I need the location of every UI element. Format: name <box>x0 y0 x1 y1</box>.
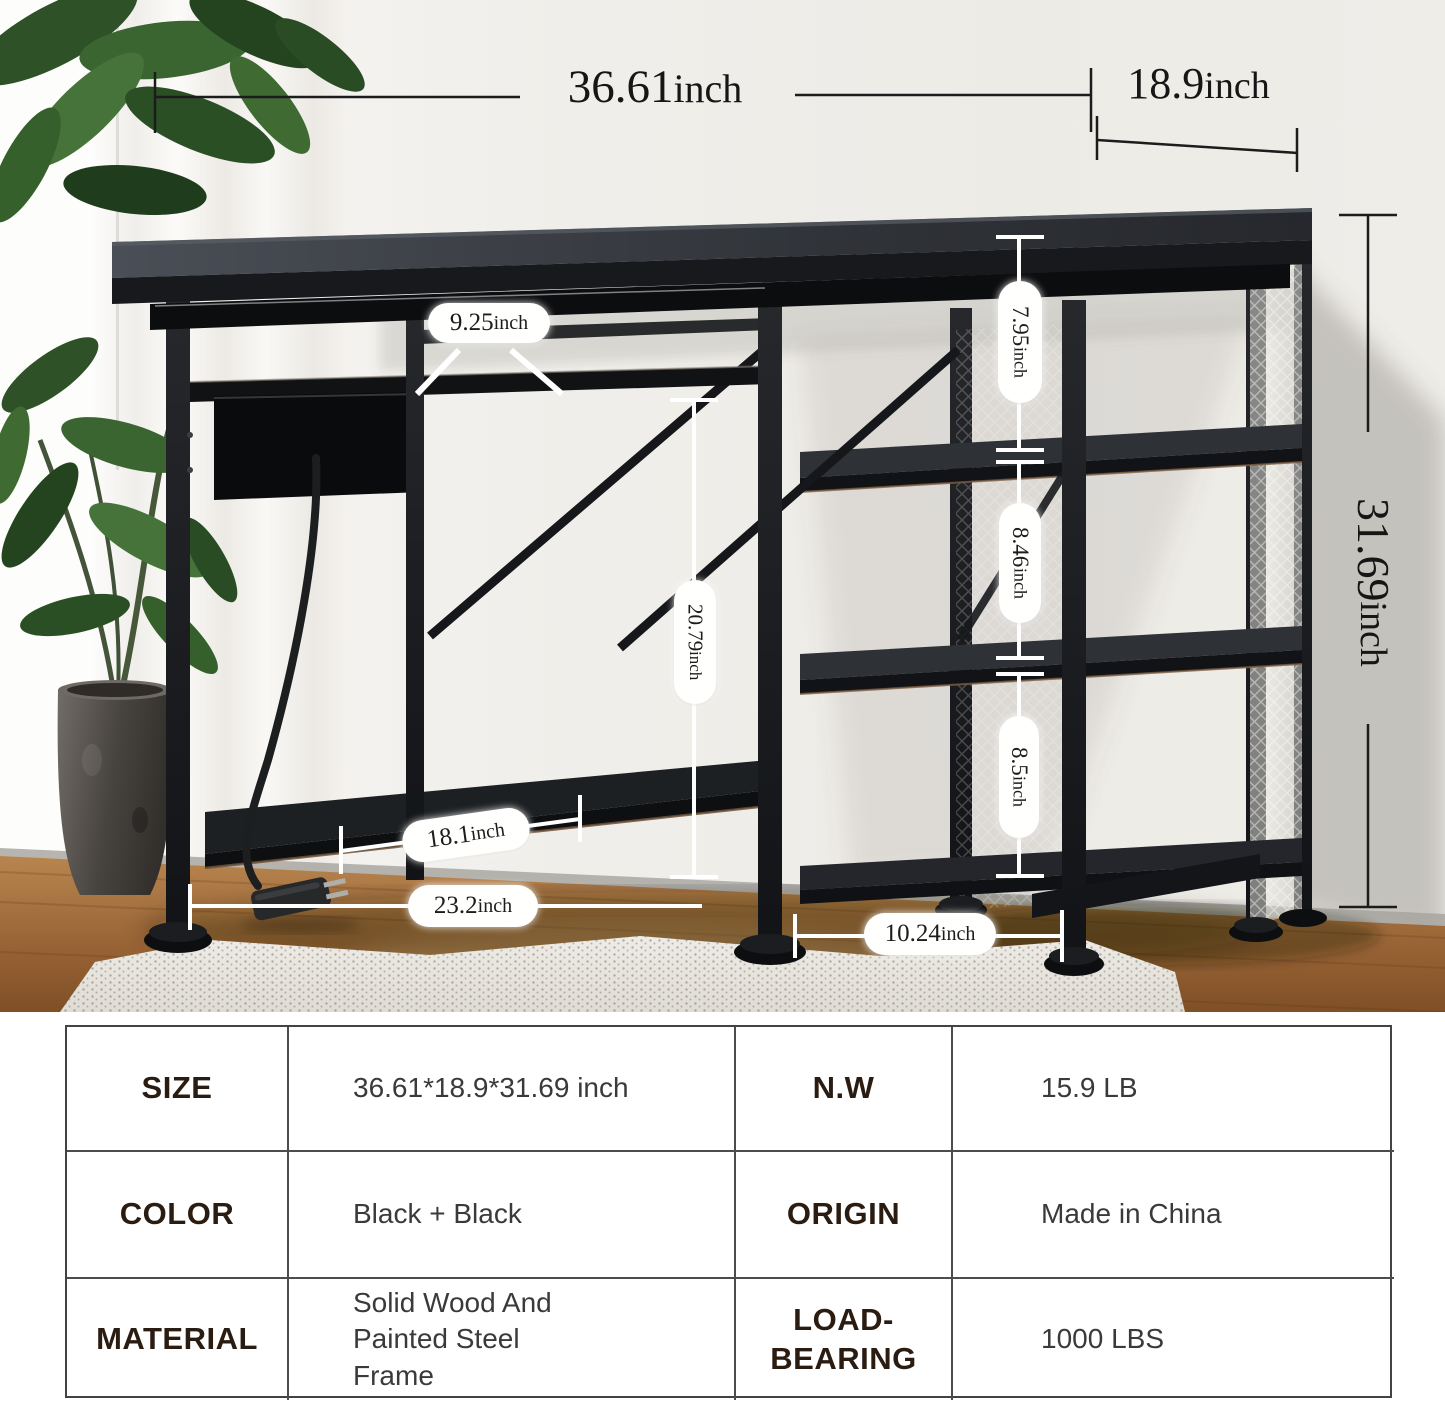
dim-shelfdepth-unit: inch <box>469 818 507 845</box>
dim-top-width-value: 36.61 <box>567 61 674 113</box>
dim-height-value: 31.69 <box>1348 498 1399 602</box>
dim-leftwidth-value: 23.2 <box>433 892 478 919</box>
spec-label-color <box>67 1152 289 1279</box>
spec-label-size-text: SIZE <box>141 1070 213 1106</box>
dim-rightwidth-value: 10.24 <box>884 920 941 947</box>
dim-gap3-unit: inch <box>1009 775 1030 807</box>
dim-pill-gap3 <box>999 716 1039 838</box>
leg-column-front <box>1062 300 1086 962</box>
dim-pill-gap1 <box>998 281 1042 403</box>
dim-pill-left-width <box>408 885 538 927</box>
dim-pill-clearance <box>674 580 716 704</box>
dim-gap3-value: 8.5 <box>1007 747 1032 776</box>
dim-rightwidth-unit: inch <box>940 922 976 945</box>
leg-middle <box>758 296 782 956</box>
dim-height-unit: inch <box>1352 601 1394 667</box>
dim-pill-top-gap <box>428 303 550 343</box>
spec-value-size-text: 36.61*18.9*31.69 inch <box>353 1072 629 1104</box>
dim-topgap-value: 9.25 <box>449 309 494 336</box>
spec-label-material <box>67 1279 289 1400</box>
dim-height-label <box>1334 455 1399 710</box>
dim-top-width-unit: inch <box>673 66 743 111</box>
spec-label-size <box>67 1027 289 1152</box>
spec-label-nw-text: N.W <box>812 1070 875 1106</box>
dim-depth-label <box>1096 59 1301 108</box>
spec-value-origin <box>953 1152 1394 1279</box>
spec-table <box>65 1025 1392 1398</box>
spec-value-nw-text: 15.9 LB <box>1041 1072 1138 1104</box>
dim-gap2-value: 8.46 <box>1008 527 1033 568</box>
spec-label-color-text: COLOR <box>119 1196 235 1232</box>
rug <box>60 936 1185 1012</box>
spec-value-load <box>953 1279 1394 1400</box>
dim-pill-gap2 <box>999 503 1041 623</box>
dim-depth-value: 18.9 <box>1127 59 1205 108</box>
spec-value-color-text: Black + Black <box>353 1198 522 1230</box>
spec-value-size <box>289 1027 736 1152</box>
spec-value-color <box>289 1152 736 1279</box>
spec-label-nw <box>736 1027 953 1152</box>
dim-gap2-unit: inch <box>1010 567 1031 599</box>
spec-value-load-text: 1000 LBS <box>1041 1323 1164 1355</box>
dim-topgap-unit: inch <box>493 311 529 334</box>
dim-pill-right-width <box>864 913 996 955</box>
leg-front-left <box>166 300 190 950</box>
dim-leftwidth-unit: inch <box>477 894 513 917</box>
dim-gap1-unit: inch <box>1010 346 1031 378</box>
dim-shelfdepth-value: 18.1 <box>425 820 473 854</box>
spec-value-material-text: Solid Wood And Painted Steel Frame <box>353 1286 552 1391</box>
spec-label-material-text: MATERIAL <box>96 1321 258 1357</box>
spec-value-material <box>289 1279 736 1400</box>
plant-pot <box>58 680 173 895</box>
dim-gap1-value: 7.95 <box>1008 306 1033 347</box>
spec-value-origin-text: Made in China <box>1041 1198 1222 1230</box>
dim-clearance-value: 20.79 <box>683 603 708 651</box>
dim-depth-unit: inch <box>1204 65 1270 107</box>
spec-label-origin-text: ORIGIN <box>786 1196 901 1232</box>
spec-value-nw <box>953 1027 1394 1152</box>
spec-label-load <box>736 1279 953 1400</box>
dim-top-width-label <box>520 61 790 113</box>
dim-clearance-unit: inch <box>686 650 705 681</box>
spec-label-load-text: LOAD-BEARING <box>770 1301 917 1376</box>
spec-label-origin <box>736 1152 953 1279</box>
